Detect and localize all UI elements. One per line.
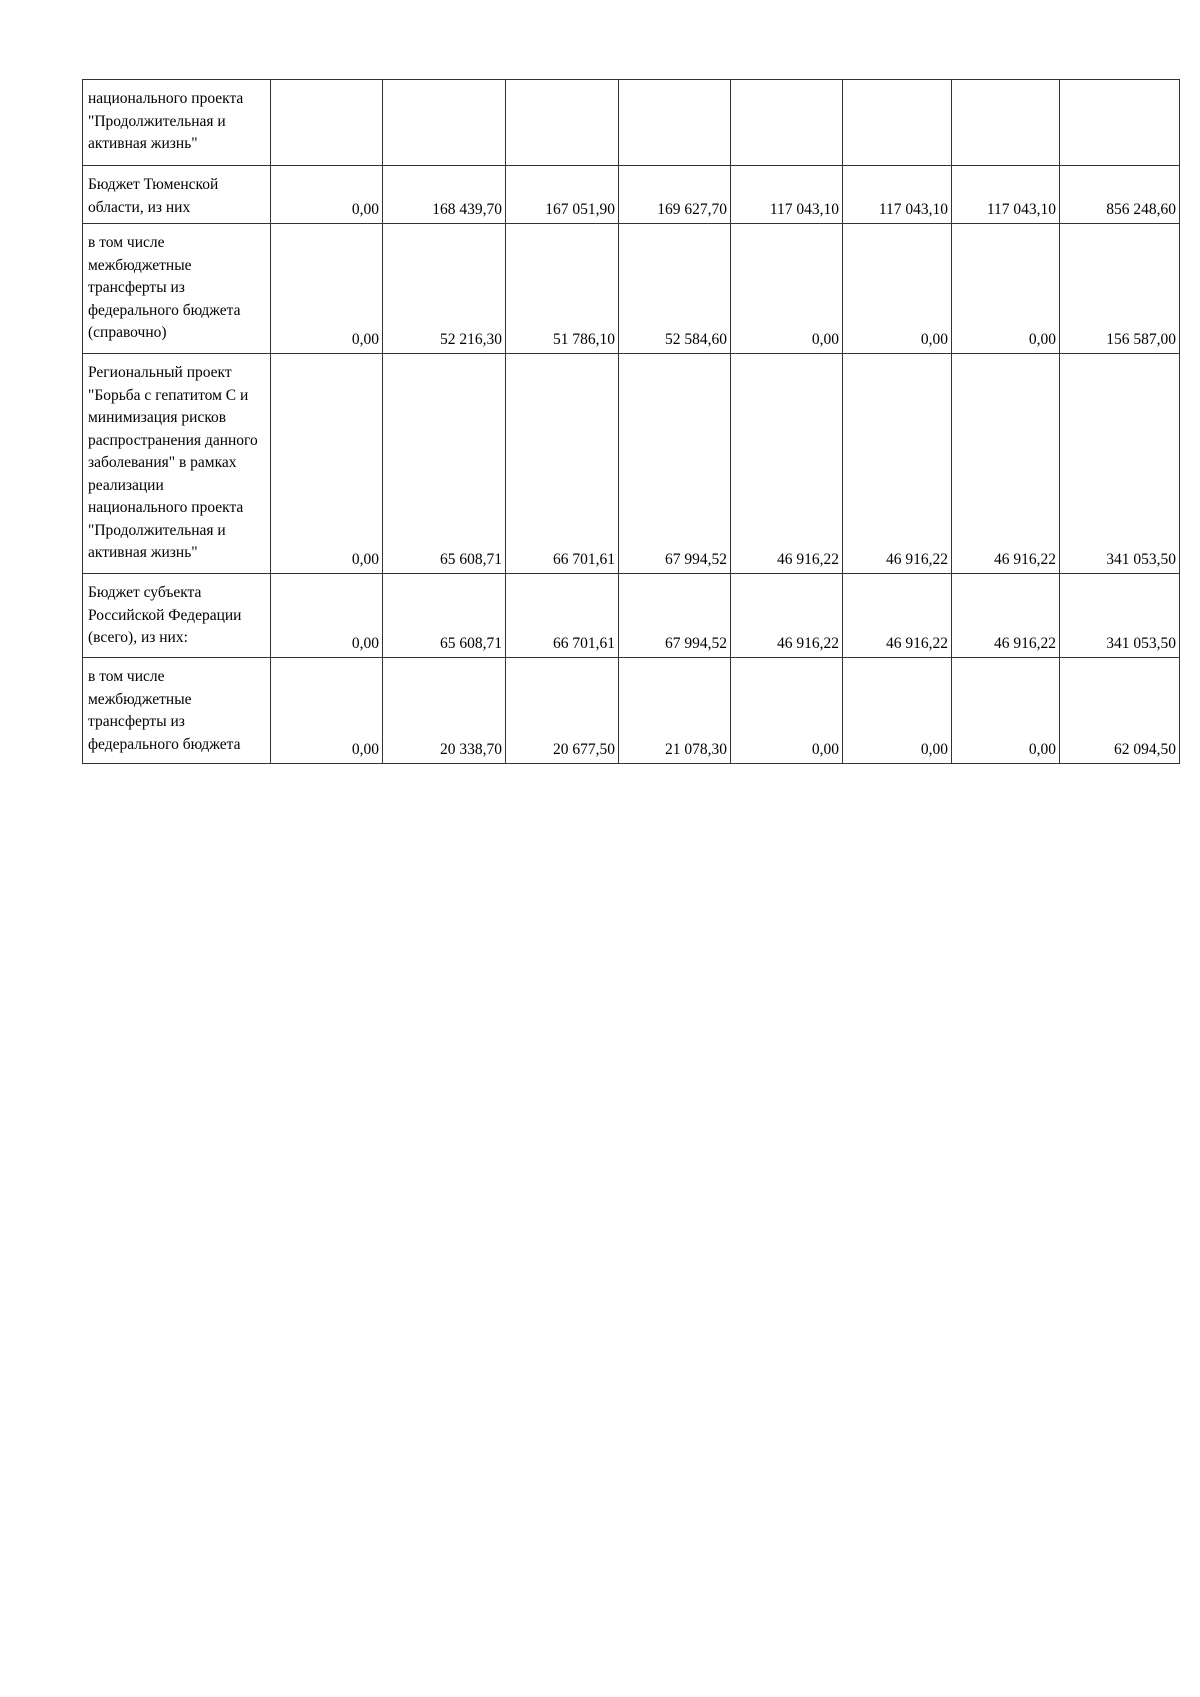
table-cell: 0,00 [271, 166, 383, 224]
table-cell: 0,00 [952, 658, 1060, 764]
table-cell [271, 80, 383, 166]
table-cell [952, 80, 1060, 166]
table-cell: 156 587,00 [1060, 224, 1180, 354]
table-cell [383, 80, 506, 166]
table-cell: 0,00 [731, 658, 843, 764]
table-cell: 0,00 [271, 224, 383, 354]
table-row [83, 166, 1180, 224]
table-cell: 167 051,90 [506, 166, 619, 224]
table-cell: 62 094,50 [1060, 658, 1180, 764]
table-cell: 0,00 [271, 658, 383, 764]
table-cell: 168 439,70 [383, 166, 506, 224]
row-label: Бюджет Тюменской области, из них [83, 166, 271, 224]
table-row [83, 658, 1180, 764]
table-cell: 0,00 [731, 224, 843, 354]
table-cell: 0,00 [952, 224, 1060, 354]
table-cell: 65 608,71 [383, 354, 506, 574]
budget-table [82, 79, 1180, 764]
table-cell [506, 80, 619, 166]
table-cell [731, 80, 843, 166]
table-cell: 20 677,50 [506, 658, 619, 764]
table-row [83, 224, 1180, 354]
table-row [83, 80, 1180, 166]
table-cell: 52 584,60 [619, 224, 731, 354]
table-cell: 117 043,10 [843, 166, 952, 224]
table-cell: 117 043,10 [952, 166, 1060, 224]
table-cell: 169 627,70 [619, 166, 731, 224]
table-cell: 46 916,22 [731, 574, 843, 658]
table-cell [619, 80, 731, 166]
table-cell [843, 80, 952, 166]
table-cell: 52 216,30 [383, 224, 506, 354]
table-row [83, 354, 1180, 574]
row-label: в том числе межбюджетные трансферты из федерального бюджета [83, 658, 271, 764]
table-cell: 117 043,10 [731, 166, 843, 224]
table-cell: 856 248,60 [1060, 166, 1180, 224]
row-label: Региональный проект "Борьба с гепатитом С и минимизация рисков распространения данного заболевания" в рамках реализации национального проекта "Продолжительная и активная жизнь" [83, 354, 271, 574]
table-cell: 0,00 [843, 224, 952, 354]
table-cell: 341 053,50 [1060, 354, 1180, 574]
table-cell: 20 338,70 [383, 658, 506, 764]
table-cell: 0,00 [271, 574, 383, 658]
table-cell: 0,00 [843, 658, 952, 764]
table-cell: 67 994,52 [619, 574, 731, 658]
table-cell: 46 916,22 [843, 574, 952, 658]
table-cell: 51 786,10 [506, 224, 619, 354]
table-cell [1060, 80, 1180, 166]
row-label: в том числе межбюджетные трансферты из федерального бюджета (справочно) [83, 224, 271, 354]
row-label: национального проекта "Продолжительная и активная жизнь" [83, 80, 271, 166]
table-cell: 341 053,50 [1060, 574, 1180, 658]
table-cell: 21 078,30 [619, 658, 731, 764]
table-cell: 66 701,61 [506, 354, 619, 574]
table-cell: 46 916,22 [952, 574, 1060, 658]
table-cell: 65 608,71 [383, 574, 506, 658]
table-cell: 46 916,22 [843, 354, 952, 574]
table-cell: 67 994,52 [619, 354, 731, 574]
table-cell: 0,00 [271, 354, 383, 574]
table-cell: 46 916,22 [952, 354, 1060, 574]
table-cell: 66 701,61 [506, 574, 619, 658]
row-label: Бюджет субъекта Российской Федерации (всего), из них: [83, 574, 271, 658]
table-cell: 46 916,22 [731, 354, 843, 574]
table-row [83, 574, 1180, 658]
